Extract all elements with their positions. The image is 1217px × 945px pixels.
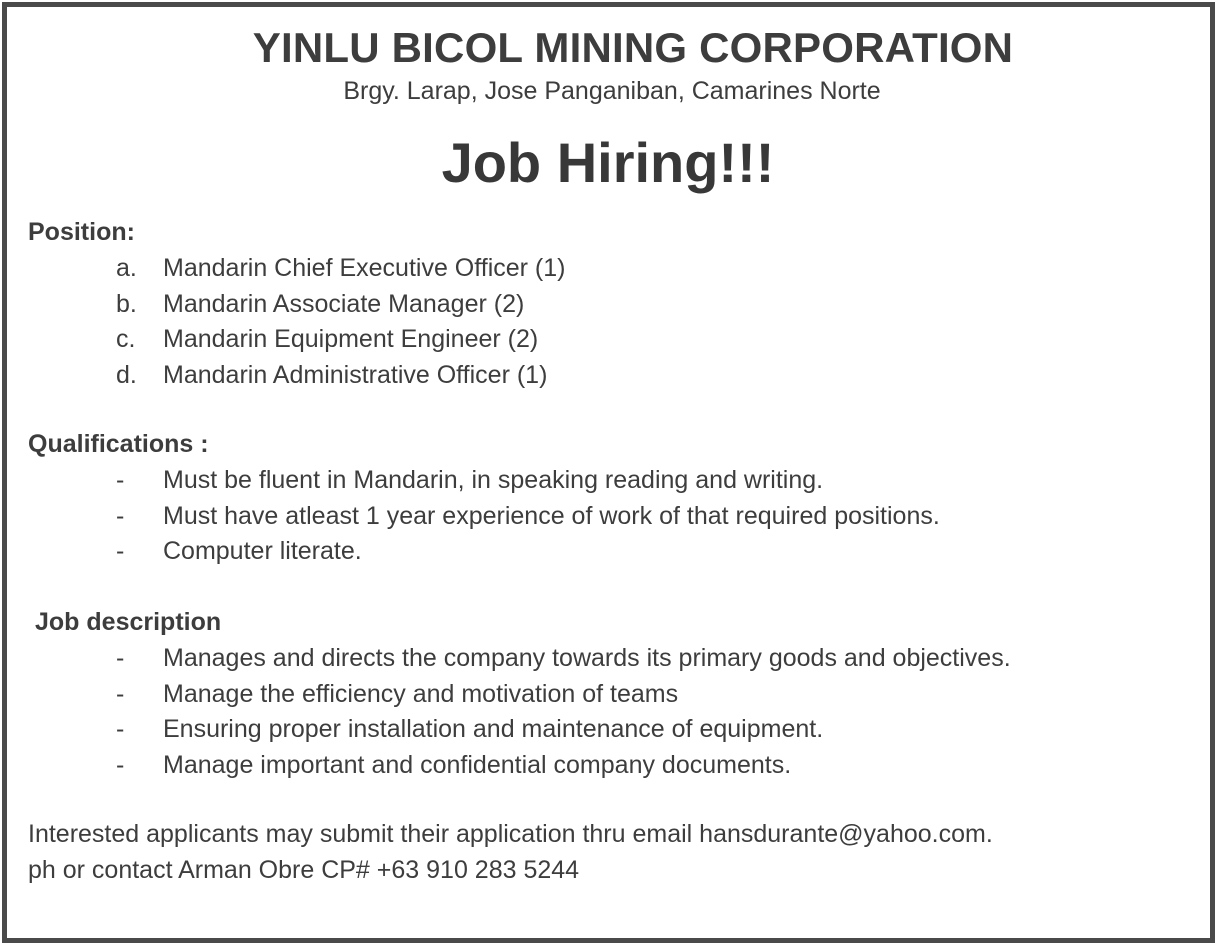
list-marker: b. [116,289,137,318]
list-marker: c. [116,325,136,353]
list-marker: - [116,537,125,565]
position-item: Mandarin Equipment Engineer (2) [163,325,539,353]
qualification-item: Computer literate. [163,537,362,565]
list-marker: - [116,644,125,672]
job-description-item: Manages and directs the company towards its primary goods and objectives. [163,644,1011,672]
job-description-item: Manage important and confidential company documents. [163,750,792,779]
list-marker: a. [116,254,137,282]
position-item: Mandarin Associate Manager (2) [163,289,525,318]
list-marker: - [116,466,125,494]
position-item: Mandarin Administrative Officer (1) [163,360,548,389]
list-marker: - [116,501,125,530]
contact-info: ph or contact Arman Obre CP# +63 910 283 5244 [28,856,580,884]
list-marker: d. [116,360,137,389]
job-description-heading: Job description [35,608,222,636]
list-marker: - [116,715,125,743]
qualification-item: Must have atleast 1 year experience of work of that required positions. [163,501,940,530]
list-marker: - [116,750,125,779]
position-heading: Position: [28,218,135,246]
qualifications-heading: Qualifications : [28,430,209,458]
company-address: Brgy. Larap, Jose Panganiban, Camarines Norte [343,77,881,105]
job-description-item: Manage the efficiency and motivation of teams [163,679,679,708]
qualification-item: Must be fluent in Mandarin, in speaking reading and writing. [163,466,824,494]
application-instructions: Interested applicants may submit their application thru email hansdurante@yahoo.com. [28,820,993,848]
list-marker: - [116,679,125,708]
company-name: YINLU BICOL MINING CORPORATION [252,24,1014,71]
job-description-item: Ensuring proper installation and maintenance of equipment. [163,715,824,743]
position-item: Mandarin Chief Executive Officer (1) [163,254,566,282]
headline: Job Hiring!!! [441,131,775,194]
